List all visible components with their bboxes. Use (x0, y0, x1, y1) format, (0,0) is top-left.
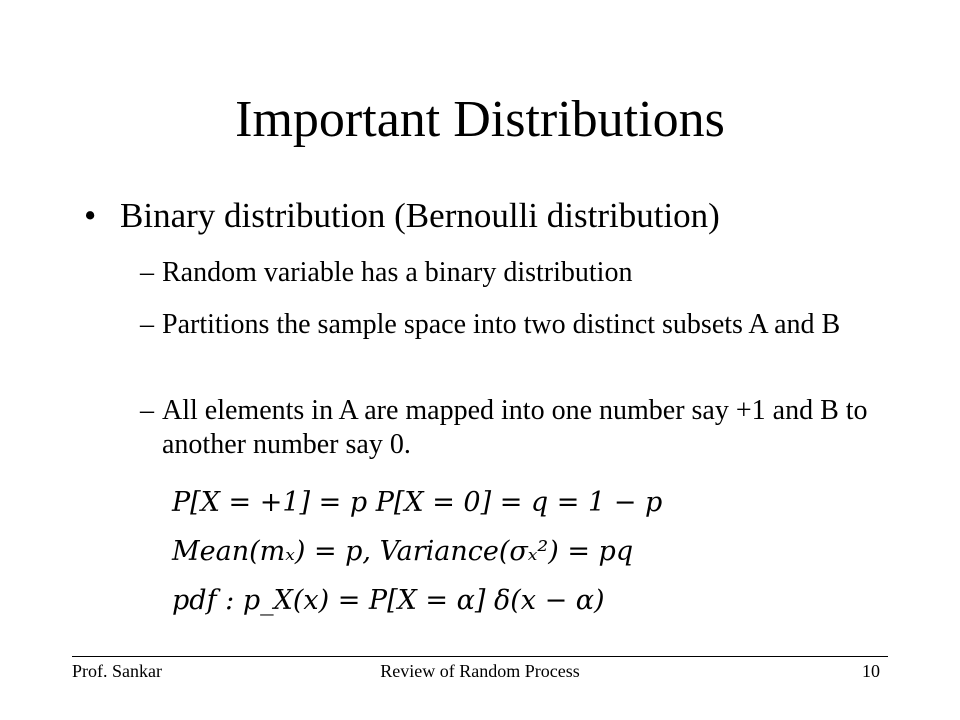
formula-probabilities: P[X = +1] = p P[X = 0] = q = 1 − p (172, 487, 663, 518)
footer-course: Review of Random Process (380, 661, 580, 681)
sub-item-2 (140, 308, 880, 342)
footer-divider (72, 656, 888, 657)
dash-marker: – (140, 257, 154, 288)
footer-author: Prof. Sankar (72, 661, 162, 681)
sub-item-text: Random variable has a binary distribution (162, 257, 633, 288)
slide-title: Important Distributions (235, 91, 725, 148)
footer-page-number: 10 (862, 661, 880, 681)
dash-marker: – (140, 395, 154, 426)
sub-item-3 (140, 394, 880, 462)
dash-marker: – (140, 309, 154, 340)
sub-item-text: All elements in A are mapped into one number say +1 and B to another number say 0. (162, 395, 868, 460)
bullet-marker: • (84, 196, 97, 235)
sub-item-1 (140, 256, 880, 290)
sub-item-text: Partitions the sample space into two distinct subsets A and B (162, 309, 841, 340)
main-bullet-text: Binary distribution (Bernoulli distribution) (120, 196, 720, 235)
formula-mean-variance: Mean(mₓ) = p, Variance(σₓ²) = pq (172, 536, 634, 567)
main-bullet (84, 194, 720, 238)
formula-pdf: pdf : p_X(x) = P[X = α] δ(x − α) (172, 585, 605, 616)
